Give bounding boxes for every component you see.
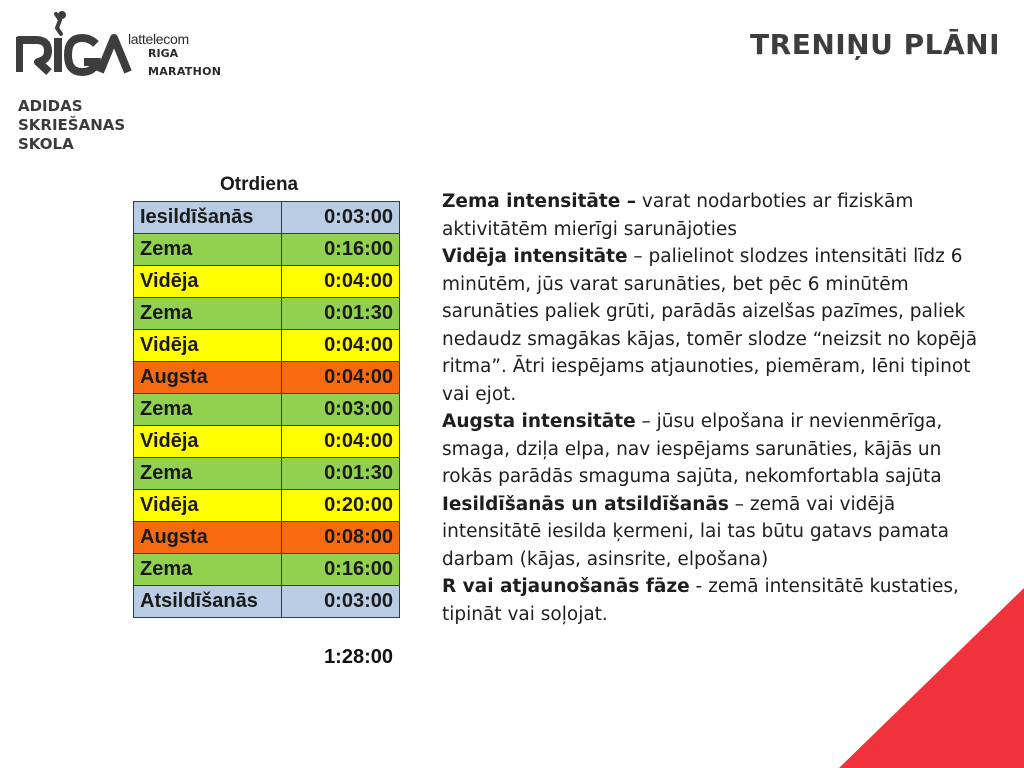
- plan-row: [134, 490, 400, 522]
- plan-row: [134, 202, 400, 234]
- description-text: varat nodarboties ar fiziskām aktivitātēm mierīgi sarunājoties: [442, 191, 914, 240]
- description-term: Augsta intensitāte: [442, 411, 636, 432]
- riga-logo-mark-icon: [16, 10, 136, 90]
- description-text: - zemā intensitātē kustaties, tipināt vai soļojat.: [442, 576, 959, 625]
- plan-row: [134, 362, 400, 394]
- plan-intensity-label: Zema: [134, 394, 282, 426]
- logo-riga-text: RIGA: [148, 47, 179, 60]
- plan-duration: 0:04:00: [282, 330, 400, 362]
- description-low: [442, 188, 982, 243]
- plan-intensity-label: Zema: [134, 554, 282, 586]
- school-line: SKRIEŠANAS: [18, 116, 126, 134]
- plan-duration: 0:08:00: [282, 522, 400, 554]
- training-plan-table: [133, 201, 400, 618]
- description-text: – palielinot slodzes intensitāti līdz 6 minūtēm, jūs varat sarunāties, bet pēc 6 minūtēm sarunāties paliek grūti, parādās aizelšas pazīmes, paliek nedaudz smagākas kājas, tomēr slodze “neizsit no kopējā ritma”. Ātri iespējams atjaunoties, piemēram, lēni tipinot vai ejot.: [442, 246, 978, 405]
- plan-intensity-label: Vidēja: [134, 490, 282, 522]
- plan-duration: 0:16:00: [282, 554, 400, 586]
- plan-duration: 0:04:00: [282, 362, 400, 394]
- plan-duration: 0:16:00: [282, 234, 400, 266]
- plan-duration: 0:03:00: [282, 202, 400, 234]
- plan-duration: 0:03:00: [282, 394, 400, 426]
- running-school-name: [18, 97, 125, 154]
- intensity-descriptions: [442, 188, 982, 628]
- plan-intensity-label: Zema: [134, 298, 282, 330]
- plan-duration: 0:04:00: [282, 266, 400, 298]
- description-text: – jūsu elpošana ir nevienmērīga, smaga, dziļa elpa, nav iespējams sarunāties, kājās un rokās parādās smaguma sajūta, nekomfortabla sajūta: [442, 411, 943, 487]
- sponsor-name: lattelecom: [128, 31, 189, 47]
- description-term: Iesildīšanās un atsildīšanās: [442, 493, 729, 515]
- plan-duration: 0:01:30: [282, 298, 400, 330]
- plan-duration: 0:20:00: [282, 490, 400, 522]
- plan-row: [134, 394, 400, 426]
- plan-duration: 0:01:30: [282, 458, 400, 490]
- day-title: Otrdiena: [220, 174, 299, 195]
- description-warmup: [442, 491, 982, 574]
- plan-duration: 0:04:00: [282, 426, 400, 458]
- plan-row: [134, 522, 400, 554]
- description-high: [442, 408, 982, 491]
- total-time: 1:28:00: [324, 646, 393, 668]
- plan-intensity-label: Vidēja: [134, 330, 282, 362]
- plan-row: [134, 586, 400, 618]
- plan-intensity-label: Zema: [134, 458, 282, 490]
- description-term: R vai atjaunošanās fāze: [442, 576, 690, 597]
- description-medium: [442, 243, 982, 408]
- plan-row: [134, 554, 400, 586]
- plan-row: [134, 458, 400, 490]
- description-text: – zemā vai vidējā intensitātē iesilda ķermeni, lai tas būtu gatavs pamata darbam (kājas, asinsrite, elpošana): [442, 493, 950, 570]
- plan-row: [134, 266, 400, 298]
- riga-marathon-logo[interactable]: [16, 10, 246, 90]
- plan-intensity-label: Vidēja: [134, 266, 282, 298]
- page-title: TRENIŅU PLĀNI: [750, 28, 1000, 61]
- plan-intensity-label: Augsta: [134, 362, 282, 394]
- school-line: ADIDAS: [18, 97, 83, 115]
- plan-row: [134, 330, 400, 362]
- logo-marathon-text: MARATHON: [148, 65, 222, 78]
- plan-intensity-label: Vidēja: [134, 426, 282, 458]
- corner-accent-triangle: [839, 588, 1024, 768]
- school-line: SKOLA: [18, 135, 74, 153]
- plan-intensity-label: Zema: [134, 234, 282, 266]
- plan-intensity-label: Atsildīšanās: [134, 586, 282, 618]
- plan-intensity-label: Iesildīšanās: [134, 202, 282, 234]
- plan-intensity-label: Augsta: [134, 522, 282, 554]
- plan-row: [134, 234, 400, 266]
- description-term: Zema intensitāte –: [442, 191, 636, 212]
- plan-row: [134, 426, 400, 458]
- plan-row: [134, 298, 400, 330]
- description-term: Vidēja intensitāte: [442, 246, 628, 267]
- plan-duration: 0:03:00: [282, 586, 400, 618]
